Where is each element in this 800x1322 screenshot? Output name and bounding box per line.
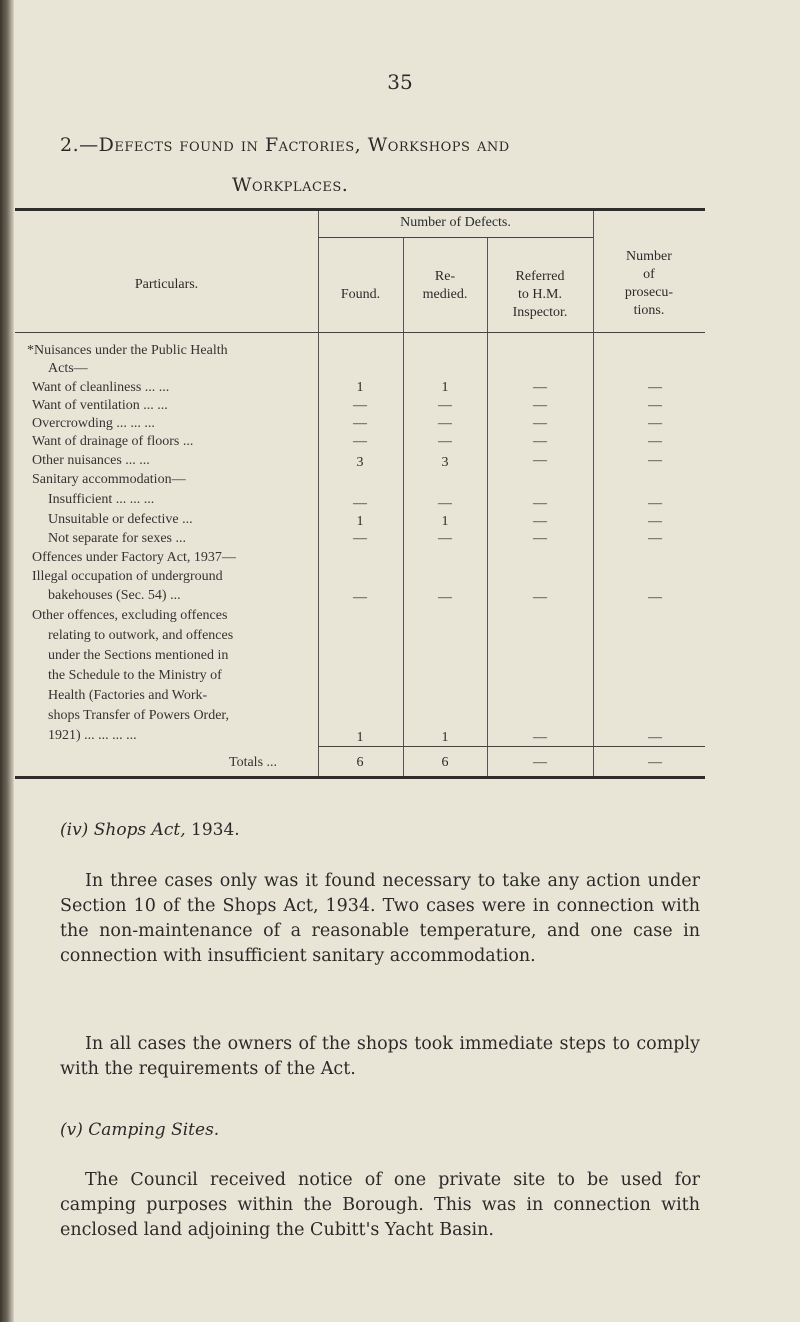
row-label: Insufficient ... ... ...	[48, 492, 155, 507]
section-title-line-1: 2.—Defects found in Factories, Workshops and	[60, 134, 510, 156]
cell-found: 1	[356, 730, 364, 745]
row-label: Want of cleanliness ... ...	[32, 380, 170, 395]
camping-sites-heading	[60, 1120, 219, 1140]
cell-referred: —	[533, 514, 547, 529]
header-prosecutions: Number of prosecu- tions.	[624, 249, 674, 318]
row-label: under the Sections mentioned in	[48, 648, 229, 663]
row-label: shops Transfer of Powers Order,	[48, 708, 230, 723]
cell-referred: —	[533, 398, 547, 413]
camping-heading-number: (v)	[60, 1120, 83, 1140]
cell-referred: —	[533, 730, 547, 745]
camping-heading-title: Camping Sites.	[88, 1120, 220, 1140]
cell-referred: —	[533, 380, 547, 395]
cell-referred: —	[533, 531, 547, 546]
cell-remedied: 1	[441, 730, 449, 745]
shops-paragraph-1: In three cases only was it found necessary to take any action under Section 10 of the Shops Act, 1934. Two cases were in connection with the non-maintenance of a reasonable temperature, and one case in connection with insufficient sanitary accommodation.	[60, 871, 700, 966]
cell-remedied: —	[438, 434, 452, 449]
shops-heading-year: 1934.	[191, 820, 240, 840]
row-label: Health (Factories and Work-	[48, 688, 208, 703]
shops-act-heading	[60, 820, 240, 840]
cell-prosecutions: —	[648, 398, 662, 413]
header-remedied: Re- medied.	[422, 269, 468, 302]
cell-prosecutions: —	[648, 380, 662, 395]
row-label: Overcrowding ... ... ...	[32, 416, 155, 431]
cell-remedied: 1	[441, 514, 449, 529]
cell-found: 1	[356, 514, 364, 529]
row-label: Illegal occupation of underground	[32, 569, 223, 584]
cell-remedied: —	[438, 590, 452, 605]
header-number-of-defects: Number of Defects.	[400, 215, 511, 230]
totals-label: Totals ...	[229, 755, 278, 770]
row-label: bakehouses (Sec. 54) ...	[48, 588, 181, 603]
page-binding-edge	[0, 0, 14, 1322]
cell-referred: —	[533, 434, 547, 449]
totals-found: 6	[356, 755, 364, 770]
cell-prosecutions: —	[648, 496, 662, 511]
cell-prosecutions: —	[648, 453, 662, 468]
cell-prosecutions: —	[648, 416, 662, 431]
cell-remedied: 3	[441, 455, 449, 470]
cell-prosecutions: —	[648, 531, 662, 546]
cell-referred: —	[533, 416, 547, 431]
row-label: 1921) ... ... ... ...	[48, 728, 137, 743]
totals-prosecutions: —	[648, 755, 662, 770]
cell-remedied: —	[438, 531, 452, 546]
cell-found: —	[353, 416, 367, 431]
cell-found: 1	[356, 380, 364, 395]
row-label: Other nuisances ... ...	[32, 453, 150, 468]
row-label: Other offences, excluding offences	[32, 608, 228, 623]
cell-remedied: —	[438, 416, 452, 431]
header-particulars: Particulars.	[134, 277, 199, 292]
shops-heading-title: Shops Act,	[93, 820, 186, 840]
row-label: relating to outwork, and offences	[48, 628, 234, 643]
totals-remedied: 6	[441, 755, 449, 770]
cell-prosecutions: —	[648, 730, 662, 745]
section-title	[60, 125, 750, 205]
row-label: Want of drainage of floors ...	[32, 434, 194, 449]
cell-found: —	[353, 496, 367, 511]
cell-remedied: —	[438, 398, 452, 413]
cell-found: —	[353, 590, 367, 605]
row-label: the Schedule to the Ministry of	[48, 668, 222, 683]
cell-prosecutions: —	[648, 434, 662, 449]
row-label: *Nuisances under the Public Health	[27, 343, 228, 358]
row-label: Sanitary accommodation—	[32, 472, 186, 487]
cell-referred: —	[533, 496, 547, 511]
section-title-line-2: Workplaces.	[232, 174, 349, 196]
cell-referred: —	[533, 590, 547, 605]
defects-table	[15, 208, 705, 778]
row-label: Not separate for sexes ...	[48, 531, 187, 546]
shops-heading-number: (iv)	[60, 820, 89, 840]
row-label: Want of ventilation ... ...	[32, 398, 168, 413]
cell-remedied: 1	[441, 380, 449, 395]
totals-referred: —	[533, 755, 547, 770]
shops-paragraph-2: In all cases the owners of the shops took immediate steps to comply with the requirements of the Act.	[60, 1034, 700, 1079]
header-found: Found.	[340, 287, 381, 302]
camping-paragraph: The Council received notice of one private site to be used for camping purposes within the Borough. This was in connection with enclosed land adjoining the Cubitt's Yacht Basin.	[60, 1170, 700, 1240]
cell-found: —	[353, 531, 367, 546]
header-referred: Referred to H.M. Inspector.	[512, 269, 568, 320]
row-label: Acts—	[48, 361, 88, 376]
page-number: 35	[387, 70, 413, 94]
row-label: Offences under Factory Act, 1937—	[32, 550, 236, 565]
cell-remedied: —	[438, 496, 452, 511]
cell-prosecutions: —	[648, 514, 662, 529]
cell-referred: —	[533, 453, 547, 468]
cell-found: 3	[356, 455, 364, 470]
cell-prosecutions: —	[648, 590, 662, 605]
cell-found: —	[353, 434, 367, 449]
cell-found: —	[353, 398, 367, 413]
row-label: Unsuitable or defective ...	[48, 512, 193, 527]
